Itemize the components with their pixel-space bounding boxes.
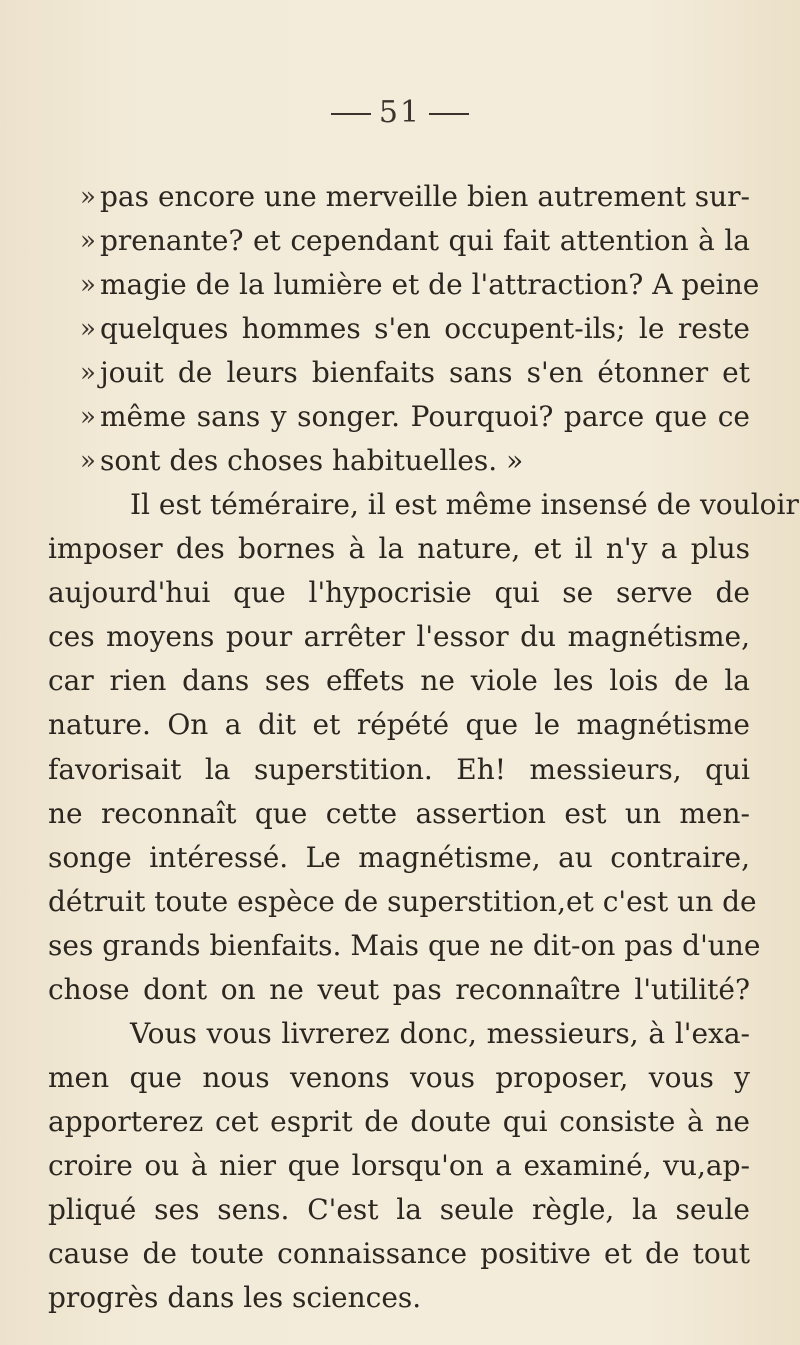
text-line: chose dont on ne veut pas reconnaître l'utilité? — [48, 973, 750, 1006]
text-line: car rien dans ses effets ne viole les lois de la — [48, 664, 750, 697]
text-line: pliqué ses sens. C'est la seule règle, la seule — [48, 1193, 750, 1226]
text-line: aujourd'hui que l'hypocrisie qui se serve de — [48, 576, 750, 609]
text-line: ces moyens pour arrêter l'essor du magnétisme, — [48, 620, 750, 653]
text-line: magie de la lumière et de l'attraction? A peine — [100, 268, 760, 301]
quote-marker: » — [80, 182, 96, 212]
text-line: Il est téméraire, il est même insensé de vouloir — [130, 488, 799, 521]
text-line: nature. On a dit et répété que le magnétisme — [48, 708, 750, 741]
text-line: quelques hommes s'en occupent-ils; le reste — [100, 312, 750, 345]
header-dash-left — [331, 113, 371, 115]
text-line: men que nous venons vous proposer, vous y — [48, 1061, 750, 1094]
text-line: cause de toute connaissance positive et de tout — [48, 1237, 750, 1270]
text-line: croire ou à nier que lorsqu'on a examiné, vu,ap- — [48, 1149, 750, 1182]
quote-marker: » — [80, 402, 96, 432]
quote-marker: » — [80, 446, 96, 476]
text-line: même sans y songer. Pourquoi? parce que ce — [100, 400, 750, 433]
text-line: favorisait la superstition. Eh! messieurs, qui — [48, 753, 750, 786]
quote-marker: » — [80, 270, 96, 300]
text-line: ne reconnaît que cette assertion est un men- — [48, 797, 750, 830]
text-line: Vous vous livrerez donc, messieurs, à l'exa- — [130, 1017, 750, 1050]
text-line: jouit de leurs bienfaits sans s'en étonner et — [100, 356, 750, 389]
text-line: détruit toute espèce de superstition,et c'est un de — [48, 885, 757, 918]
text-line: ses grands bienfaits. Mais que ne dit-on pas d'une — [48, 929, 761, 962]
quote-marker: » — [80, 226, 96, 256]
text-line: pas encore une merveille bien autrement sur- — [100, 180, 750, 213]
text-line: sont des choses habituelles. » — [100, 444, 524, 477]
text-line: songe intéressé. Le magnétisme, au contraire, — [48, 841, 750, 874]
page-number: 51 — [378, 95, 422, 130]
text-line: progrès dans les sciences. — [48, 1281, 422, 1314]
quote-marker: » — [80, 358, 96, 388]
text-line: imposer des bornes à la nature, et il n'y a plus — [48, 532, 750, 565]
header-dash-right — [429, 113, 469, 115]
quote-marker: » — [80, 314, 96, 344]
text-line: prenante? et cependant qui fait attention à la — [100, 224, 750, 257]
text-line: apporterez cet esprit de doute qui consiste à ne — [48, 1105, 750, 1138]
page-header — [0, 95, 800, 130]
